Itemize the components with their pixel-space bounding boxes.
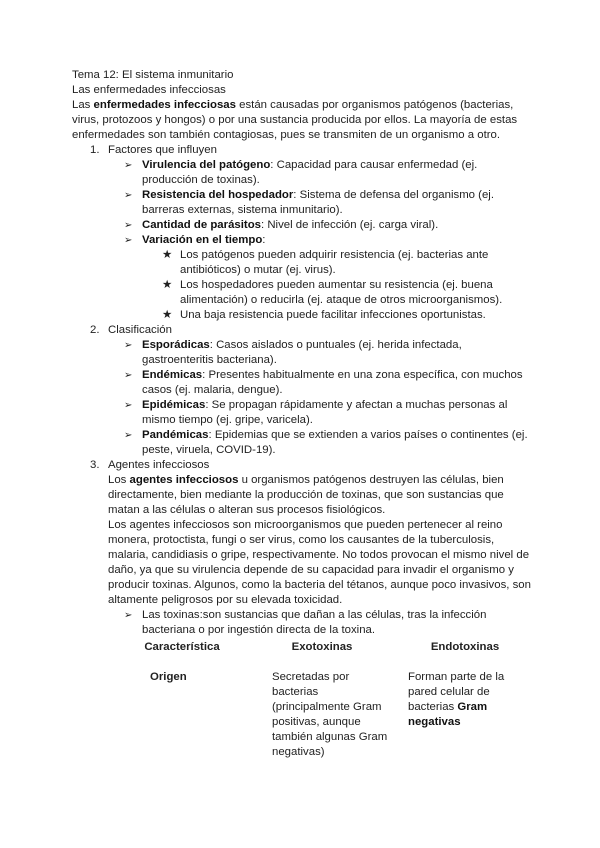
class-item: ➢ Epidémicas: Se propagan rápidamente y afectan a muchas personas al mismo tiempo (ej. gripe, varicela). bbox=[124, 399, 508, 426]
factor-item: ➢ Resistencia del hospedador: Sistema de defensa del organismo (ej. barreras externas, sistema inmunitario). bbox=[124, 189, 495, 216]
list-item-1: 1. Factores que influyen bbox=[90, 144, 217, 156]
table-cell: Origen bbox=[150, 671, 187, 683]
class-item: ➢ Pandémicas: Epidemias que se extienden a varios países o continentes (ej. peste, viruela, COVID-19). bbox=[124, 429, 528, 456]
table-header: Exotoxinas bbox=[291, 641, 353, 653]
table-header-row bbox=[122, 640, 528, 670]
list-item-3: 3. Agentes infecciosos bbox=[90, 459, 210, 471]
star-bullet-icon: ★ bbox=[162, 249, 173, 261]
table-cell: Secretadas por bacterias (principalmente Gram positivas, aunque también algunas Gram negativas) bbox=[272, 671, 388, 758]
class-item: ➢ Endémicas: Presentes habitualmente en una zona específica, con muchos casos (ej. malaria, dengue). bbox=[124, 369, 523, 396]
arrow-bullet-icon: ➢ bbox=[124, 370, 133, 381]
toxins-item: ➢ Las toxinas:son sustancias que dañan a las células, tras la infección bacteriana o por ingestión directa de la toxina. bbox=[124, 609, 487, 636]
toxins-table bbox=[122, 640, 528, 760]
table-header: Característica bbox=[144, 641, 220, 653]
class-item: ➢ Esporádicas: Casos aislados o puntuales (ej. herida infectada, gastroenteritis bacteriana). bbox=[124, 339, 462, 366]
factor-item: ➢ Virulencia del patógeno: Capacidad para causar enfermedad (ej. producción de toxinas). bbox=[124, 159, 478, 186]
agents-paragraph: Los agentes infecciosos u organismos patógenos destruyen las células, bien directamente, bien mediante la producción de toxinas, que son sustancias que matan a las células o alteran sus procesos fisiológicos. bbox=[108, 474, 504, 516]
sub-item: ★ Una baja resistencia puede facilitar infecciones oportunistas. bbox=[162, 309, 486, 321]
arrow-bullet-icon: ➢ bbox=[124, 430, 133, 441]
sub-item: ★ Los patógenos pueden adquirir resistencia (ej. bacterias ante antibióticos) o mutar (ej. virus). bbox=[162, 249, 489, 276]
arrow-bullet-icon: ➢ bbox=[124, 400, 133, 411]
factor-item: ➢ Variación en el tiempo: bbox=[124, 234, 266, 246]
doc-title: Tema 12: El sistema inmunitario bbox=[72, 69, 234, 81]
arrow-bullet-icon: ➢ bbox=[124, 235, 133, 246]
arrow-bullet-icon: ➢ bbox=[124, 610, 133, 621]
arrow-bullet-icon: ➢ bbox=[124, 190, 133, 201]
list-item-2: 2. Clasificación bbox=[90, 324, 172, 336]
sub-item: ★ Los hospedadores pueden aumentar su resistencia (ej. buena alimentación) o reducirla (ej. ataque de otros microorganismos). bbox=[162, 279, 503, 306]
table-header: Endotoxinas bbox=[430, 641, 500, 653]
arrow-bullet-icon: ➢ bbox=[124, 340, 133, 351]
agents-paragraph-2: Los agentes infecciosos son microorganismos que pueden pertenecer al reino monera, protoctista, fungi o ser virus, como los causantes de la tuberculosis, malaria, candidiasis o gripe, respectivamente. No todos provocan el mismo nivel de daño, ya que su virulencia depende de su capacidad para invadir el organismo y producir toxinas. Algunos, como la bacteria del tétanos, aunque poco invasivos, son altamente peligrosos por su elevada toxicidad. bbox=[108, 519, 531, 606]
table-cell: Forman parte de la pared celular de bacterias Gram negativas bbox=[408, 671, 505, 728]
document-body bbox=[72, 68, 532, 638]
factor-item: ➢ Cantidad de parásitos: Nivel de infección (ej. carga viral). bbox=[124, 219, 439, 231]
star-bullet-icon: ★ bbox=[162, 279, 173, 291]
arrow-bullet-icon: ➢ bbox=[124, 220, 133, 231]
intro-paragraph: Las enfermedades infecciosas están causadas por organismos patógenos (bacterias, virus, protozoos y hongos) o por una sustancia producida por ellos. La mayoría de estas enfermedades son también contagiosas, pues se transmiten de un organismo a otro. bbox=[72, 99, 518, 141]
section-heading: Las enfermedades infecciosas bbox=[72, 84, 226, 96]
arrow-bullet-icon: ➢ bbox=[124, 160, 133, 171]
table-row bbox=[122, 670, 528, 760]
star-bullet-icon: ★ bbox=[162, 309, 173, 321]
